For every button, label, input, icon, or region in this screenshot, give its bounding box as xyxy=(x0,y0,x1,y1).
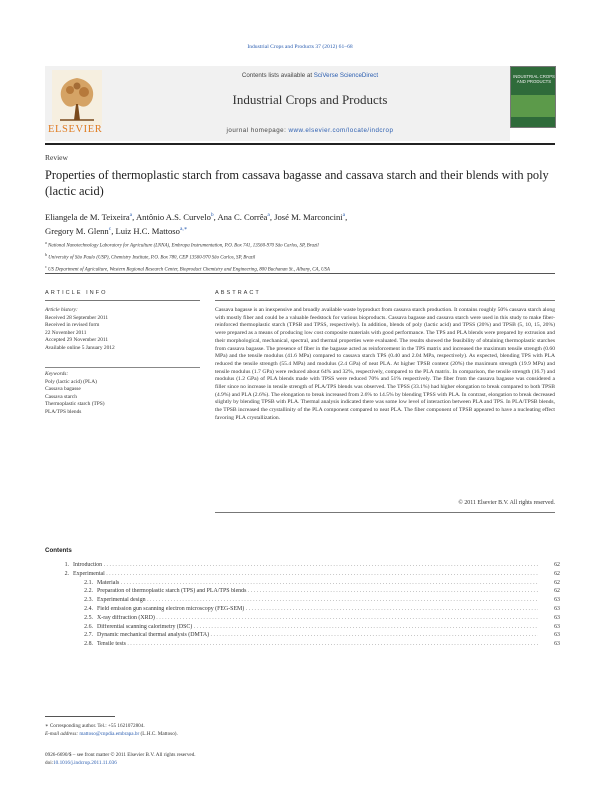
contents-prefix: Contents lists available at xyxy=(241,72,314,79)
footnote-rule xyxy=(45,716,115,717)
email-line: E-mail address: mattoso@cnpdia.embrapa.br (L.H.C. Mattoso). xyxy=(45,731,178,737)
footnote xyxy=(45,722,555,738)
keyword: Thermoplastic starch (TPS) xyxy=(45,401,105,408)
keyword: PLA/TPS blends xyxy=(45,408,82,415)
affiliations xyxy=(45,239,555,275)
journal-reference[interactable]: Industrial Crops and Products 37 (2012) 61–68 xyxy=(247,44,353,50)
author[interactable]: Antônio A.S. Curvelo$^b$ xyxy=(135,211,214,222)
toc-entry[interactable]: 1. Introduction . . . 62 xyxy=(45,562,560,571)
cover-band xyxy=(511,95,555,117)
history-line: Received in revised form xyxy=(45,322,100,329)
author[interactable]: Luiz H.C. Mattoso$^{a,∗}$ xyxy=(115,225,188,236)
keyword: Cassava starch xyxy=(45,393,77,400)
sciencedirect-link[interactable]: SciVerse ScienceDirect xyxy=(313,72,379,79)
article-history xyxy=(45,307,200,353)
affiliation: $^a$ National Nanotechnology Laboratory for Agriculture (LNNA), Embrapa Instrumentation, P.O. Box 741, 13560-970 São Carlos, SP, Brazil xyxy=(45,240,319,249)
issn-line: 0926-6690/$ – see front matter © 2011 Elsevier B.V. All rights reserved. xyxy=(45,752,196,758)
issn-block xyxy=(45,752,555,767)
history-line: Accepted 29 November 2011 xyxy=(45,337,109,344)
history-line: Received 28 September 2011 xyxy=(45,314,109,321)
affiliation-divider xyxy=(45,273,555,274)
affiliation: $^b$ University of São Paulo (USP), Chemistry Institute, P.O. Box 780, CEP 13560-970 São Carlos, SP, Brazil xyxy=(45,252,256,261)
keywords-label: Keywords: xyxy=(45,371,69,377)
article-title: Properties of thermoplastic starch from cassava bagasse and cassava starch and their blends with poly (lactic acid) xyxy=(45,168,549,198)
toc-entry[interactable]: 2.4. Field emission gun scanning electron microscopy (FEG-SEM) . . . 63 xyxy=(45,606,560,615)
toc-entry[interactable]: 2. Experimental . . . 62 xyxy=(45,571,560,580)
journal-homepage xyxy=(120,127,500,134)
toc-entry[interactable]: 2.7. Dynamic mechanical thermal analysis (DMTA) . . . 63 xyxy=(45,632,560,641)
journal-title: Industrial Crops and Products xyxy=(232,92,388,107)
author[interactable]: Gregory M. Glenn$^c$ xyxy=(45,225,112,236)
email-link[interactable]: mattoso@cnpdia.embrapa.br xyxy=(79,731,140,737)
abstract-text: Cassava bagasse is an inexpensive and broadly available waste byproduct from cassava starch production. It contains roughly 50% cassava starch along with mostly fiber and could be a valuable feedstock for various bioproducts. Cassava bagasse and cassava starch were used in this study to make fiber-reinforced thermoplastic starch (TPSB and TPSS, respectively). In addition, blends of poly (lactic acid) and TPSS (20%) and TPSB (5, 10, 15, 20%) were prepared as a means of producing low cost composite materials with good performance. The TPS and PLA blends were prepared by extrusion and their morphological, mechanical, spectral, and thermal properties were evaluated. The results showed the feasibility of obtaining thermoplastic starches from cassava bagasse. The presence of fiber in the bagasse acted as reinforcement in the TPS matrix and increased the maximum tensile strength (0.60 MPa) and the tensile modulus (41.6 MPa) compared to cassava starch TPS (0.40 and 2.04 MPa, respectively). As expected, blending TPS with PLA reduced the tensile strength (55.4 MPa) and modulus (2.4 GPa) of neat PLA. At higher TPSB content (20%) the maximum strength (19.9 MPa) and tensile modulus (1.7 GPa) were reduced about 64% and 32%, respectively, compared to the PLA matrix. In comparison, the tensile strength (16.7) and modulus (1.2 GPa) of PLA blends made with TPSS were reduced 70% and 51% respectively. The fiber from the cassava bagasse was considered a filler since no increase in tensile strength of PLA/TPS blends was observed. The TPSS (33.1%) had higher elongation to break compared to both TPSB (4.9%) and PLA (2.6%). The elongation to break increased from 2.6% to 14.5% by blending TPSS with PLA. In contrast, elongation to break decreased slightly by blending TPSB with PLA. Thermal analysis indicated there was some low level of interaction between PLA and TPS. In PLA/TPSB blends, the TPSB increased the crystallinity of the PLA component compared to neat PLA. The fiber component of TPSB appeared to have a nucleating effect favoring PLA crystallization. xyxy=(215,307,556,421)
author[interactable]: Eliangela de M. Teixeira$^a$ xyxy=(45,211,133,222)
article-info-heading: ARTICLE INFO xyxy=(45,290,108,296)
copyright-notice: © 2011 Elsevier B.V. All rights reserved. xyxy=(458,500,555,506)
table-of-contents xyxy=(45,562,560,650)
contents-heading: Contents xyxy=(45,547,72,554)
toc-entry[interactable]: 2.8. Tensile tests . . . 63 xyxy=(45,641,560,650)
article-type: Review xyxy=(45,153,68,162)
doi-line: doi:10.1016/j.indcrop.2011.11.036 xyxy=(45,759,117,766)
toc-entry[interactable]: 2.3. Experimental design . . . 63 xyxy=(45,597,560,606)
homepage-label: journal homepage: xyxy=(226,127,289,134)
keyword: Cassava bagasse xyxy=(45,386,81,393)
homepage-link[interactable]: www.elsevier.com/locate/indcrop xyxy=(288,127,394,134)
history-label: Article history: xyxy=(45,307,78,313)
keywords xyxy=(45,371,200,417)
publisher-name: ELSEVIER xyxy=(48,124,103,135)
article-info-rule xyxy=(45,300,200,301)
author[interactable]: José M. Marconcini$^a$ xyxy=(274,211,346,222)
corresponding-author: ∗ Corresponding author. Tel.: +55 1621072804. xyxy=(45,723,145,729)
author-list: Eliangela de M. Teixeira$^a$, Antônio A.S. Curvelo$^b$, Ana C. Corrêa$^a$, José M. Marconcini$^a$, Gregory M. Glenn$^c$, Luiz H.C. Mattoso$^{a,∗}$ xyxy=(45,211,348,236)
affiliation: $^c$ US Department of Agriculture, Western Regional Research Center, Bioproduct Chemistry and Engineering, 800 Buchanan St., Albany, CA, USA xyxy=(45,264,330,273)
elsevier-tree-logo xyxy=(52,70,102,125)
history-line: 22 November 2011 xyxy=(45,329,87,336)
abstract-heading: ABSTRACT xyxy=(215,290,261,296)
toc-entry[interactable]: 2.5. X-ray diffraction (XRD) . . . 63 xyxy=(45,615,560,624)
cover-title: INDUSTRIAL CROPS AND PRODUCTS xyxy=(513,74,555,84)
toc-entry[interactable]: 2.2. Preparation of thermoplastic starch (TPS) and PLA/TPS blends . . . 62 xyxy=(45,588,560,597)
history-line: Available online 5 January 2012 xyxy=(45,344,115,351)
contents-availability xyxy=(120,72,500,79)
toc-entry[interactable]: 2.6. Differential scanning calorimetry (DSC) . . . 63 xyxy=(45,624,560,633)
doi-link[interactable]: 10.1016/j.indcrop.2011.11.036 xyxy=(53,759,117,766)
history-divider xyxy=(45,367,200,368)
abstract-rule xyxy=(215,300,555,301)
abstract-end-rule xyxy=(215,512,555,513)
toc-entry[interactable]: 2.1. Materials . . . 62 xyxy=(45,580,560,589)
journal-cover-thumbnail xyxy=(510,66,556,128)
keyword: Poly (lactic acid) (PLA) xyxy=(45,378,97,385)
header-divider xyxy=(45,143,555,145)
author[interactable]: Ana C. Corrêa$^a$ xyxy=(217,211,270,222)
